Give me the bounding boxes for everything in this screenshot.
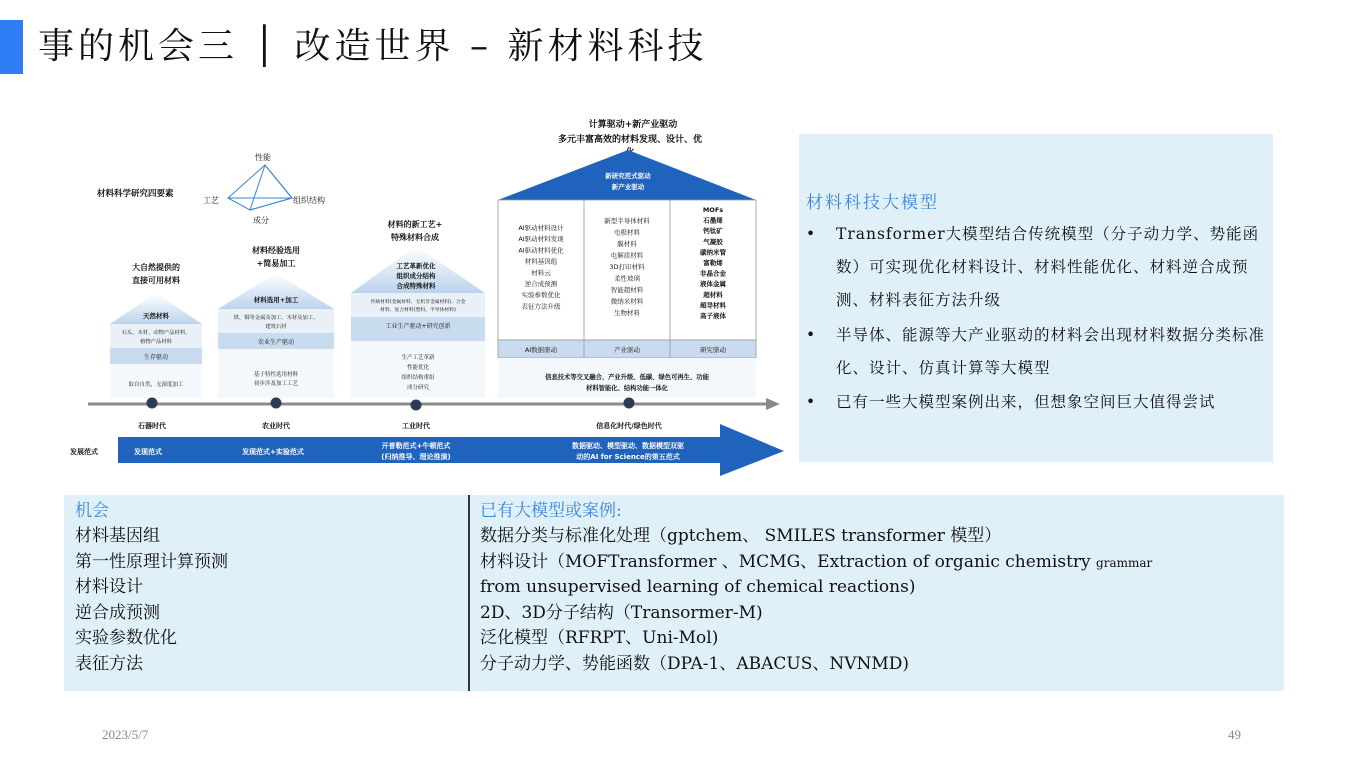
cases-heading: 已有大模型或案例:: [480, 501, 622, 521]
era4-col3-item: 液体金属: [700, 280, 726, 289]
info-bullet-3: • 已有一些大模型案例出来，但想象空间巨大值得尝试: [806, 386, 1268, 419]
table-divider: [468, 495, 470, 691]
era4-col2-item: 电极材料: [614, 228, 640, 237]
era4-name: 信息化时代/绿色时代: [596, 422, 662, 430]
svg-text:组织结构重组: 组织结构重组: [401, 375, 435, 381]
svg-text:特殊材料合成: 特殊材料合成: [391, 233, 439, 242]
info-bullet-2: • 半导体、能源等大产业驱动的材料会出现材料数据分类标准化、设计、仿真计算等大模型: [806, 319, 1268, 385]
era4-col2-item: 新型半导体材料: [604, 217, 650, 225]
svg-text:材料智能化、结构功能一体化: 材料智能化、结构功能一体化: [586, 385, 668, 392]
era4-col3-item: 气凝胶: [703, 237, 723, 246]
svg-text:植物产品材料: 植物产品材料: [140, 339, 172, 345]
era4-col3-item: MOFs: [702, 206, 724, 214]
svg-text:+简易加工: +简易加工: [256, 259, 296, 268]
era2-name: 农业时代: [262, 422, 290, 430]
era2-house: [218, 245, 334, 398]
era4-col3-item: 碳纳米管: [700, 248, 726, 257]
svg-text:工业生产驱动+研究创新: 工业生产驱动+研究创新: [385, 323, 451, 330]
case-line: 材料设计（MOFTransformer 、MCMG、Extraction of organic chemistry grammar: [480, 552, 1153, 572]
svg-text:产业驱动: 产业驱动: [614, 346, 640, 354]
era4-col1-item: 材料云: [531, 268, 551, 277]
era4-col2-item: 智能超材料: [610, 286, 644, 294]
era3-house: [351, 219, 485, 398]
title-accent-bar: [0, 20, 23, 74]
svg-text:组织成分结构: 组织成分结构: [396, 272, 436, 280]
opportunity-item: 材料基因组: [75, 526, 160, 546]
bullet-dot: •: [806, 393, 817, 411]
svg-text:建筑石材: 建筑石材: [265, 324, 287, 330]
opportunity-item: 实验参数优化: [75, 628, 177, 648]
era4-col1-item: 材料基因组: [524, 257, 558, 266]
svg-text:新产业驱动: 新产业驱动: [611, 183, 645, 191]
tetra-bottom-label: 成分: [253, 216, 269, 225]
info-heading: 材料科技大模型: [806, 193, 939, 213]
era4-col3-item: 高子液体: [700, 312, 726, 320]
era4-col1-item: AI驱动材料设计: [518, 224, 564, 232]
svg-text:发现范式: 发现范式: [134, 448, 162, 456]
footer-date: 2023/5/7: [102, 727, 149, 742]
top-title-1: 计算驱动+新产业驱动: [588, 120, 678, 130]
tetra-top-label: 性能: [255, 153, 271, 162]
svg-text:材料、复合材料(塑料、半导体材料): 材料、复合材料(塑料、半导体材料): [380, 308, 456, 313]
era4-col3-item: 非晶合金: [700, 269, 726, 278]
svg-text:材料经验选用: 材料经验选用: [252, 246, 300, 255]
tetra-right-label: 组织结构: [293, 196, 325, 205]
paradigm-row-label: 发展范式: [70, 448, 98, 456]
svg-text:新研究范式驱动: 新研究范式驱动: [605, 172, 651, 180]
svg-text:AI数据驱动: AI数据驱动: [524, 346, 558, 354]
svg-text:动的AI for Science的第五范式: 动的AI for Science的第五范式: [576, 453, 680, 461]
era4-col3: [700, 206, 727, 320]
opportunity-item: 逆合成预测: [75, 603, 160, 623]
era4-col1-item: 逆合成预测: [524, 280, 558, 288]
svg-text:性能优化: 性能优化: [406, 365, 430, 371]
svg-text:大自然提供的: 大自然提供的: [132, 263, 180, 272]
era4-col3-item: 石墨烯: [703, 216, 723, 225]
svg-text:农业生产驱动: 农业生产驱动: [257, 339, 295, 346]
opportunity-item: 第一性原理计算预测: [75, 552, 228, 572]
era4-col2-item: 电解质材料: [610, 251, 644, 260]
svg-text:传统材料(金属材料、无机非金属材料)、合金: 传统材料(金属材料、无机非金属材料)、合金: [370, 300, 466, 305]
slide-title: 事的机会三 │ 改造世界 – 新材料科技: [38, 26, 708, 67]
era4-col1-item: 表征方法升级: [521, 302, 561, 311]
era4-house: [498, 150, 756, 398]
svg-text:发现范式+实验范式: 发现范式+实验范式: [242, 448, 304, 456]
svg-text:生产工艺革新: 生产工艺革新: [401, 355, 435, 361]
svg-text:材料选用+加工: 材料选用+加工: [253, 296, 299, 304]
svg-text:信息技术等交叉融合、产业升级、低碳、绿色可再生、功能: 信息技术等交叉融合、产业升级、低碳、绿色可再生、功能: [545, 374, 709, 381]
svg-text:石头、木材、动物产品材料、: 石头、木材、动物产品材料、: [121, 330, 191, 336]
top-title-2: 多元丰富高效的材料发现、设计、优: [557, 135, 703, 145]
paradigm-arrow: [69, 424, 784, 476]
era4-col2-item: 柔性玻璃: [614, 274, 640, 283]
case-line: 分子动力学、势能函数（DPA-1、ABACUS、NVNMD): [480, 654, 910, 674]
svg-text:材料的新工艺+: 材料的新工艺+: [387, 220, 443, 229]
tetra-left-label: 工艺: [203, 196, 219, 205]
tetrahedron-figure: [228, 165, 292, 210]
materials-history-diagram: [70, 110, 790, 480]
svg-text:基于特性选用材料: 基于特性选用材料: [253, 372, 299, 378]
svg-text:铁、铜等金属及加工、木材及加工、: 铁、铜等金属及加工、木材及加工、: [233, 315, 319, 321]
opportunity-item: 材料设计: [75, 577, 143, 597]
era4-col2-item: 微纳米材料: [610, 297, 644, 306]
era4-col2-item: 膜材料: [617, 240, 637, 248]
svg-text:初步涉及加工工艺: 初步涉及加工工艺: [253, 381, 299, 387]
case-line: 2D、3D分子结构（Transormer-M): [480, 603, 763, 623]
svg-text:研究驱动: 研究驱动: [700, 346, 726, 354]
svg-text:成分研究: 成分研究: [406, 385, 430, 391]
opportunity-item: 表征方法: [75, 654, 143, 674]
svg-text:数据驱动、模型驱动、数据模型双驱: 数据驱动、模型驱动、数据模型双驱: [572, 442, 684, 450]
era4-col2-item: 3D打印材料: [609, 263, 645, 271]
svg-text:天然材料: 天然材料: [143, 312, 169, 320]
era4-col3-item: 超材料: [703, 290, 723, 299]
svg-text:生存驱动: 生存驱动: [143, 354, 169, 361]
svg-text:工艺革新优化: 工艺革新优化: [396, 262, 436, 270]
era4-col1-item: AI驱动材料优化: [518, 246, 564, 255]
timeline: [88, 398, 780, 431]
page-number: 49: [1228, 727, 1241, 742]
case-line: 泛化模型（RFRPT、Uni-Mol): [480, 628, 719, 648]
era1-house: [110, 262, 202, 398]
svg-text:合成特殊材料: 合成特殊材料: [396, 282, 436, 290]
era4-col1-item: 实验参数优化: [521, 291, 561, 300]
svg-text:(归纳推导、理论推演): (归纳推导、理论推演): [381, 453, 451, 461]
info-bullet-1: • Transformer大模型结合传统模型（分子动力学、势能函数）可实现优化材料设计、材料性能优化、材料逆合成预测、材料表征方法升级: [806, 218, 1268, 317]
era3-name: 工业时代: [402, 422, 430, 430]
four-elements-label: 材料科学研究四要素: [97, 189, 174, 199]
bullet-dot: •: [806, 225, 817, 243]
era4-col3-item: 钙钛矿: [703, 227, 723, 236]
era4-col3-item: 富勒烯: [703, 259, 723, 267]
era1-name: 石器时代: [138, 422, 166, 430]
svg-text:开普勒范式+牛顿范式: 开普勒范式+牛顿范式: [381, 442, 451, 450]
era4-col3-item: 超导材料: [700, 301, 726, 310]
svg-text:取自自然，无深度加工: 取自自然，无深度加工: [128, 382, 184, 388]
case-line: 数据分类与标准化处理（gptchem、 SMILES transformer 模型）: [480, 526, 1002, 546]
bullet-dot: •: [806, 326, 817, 344]
opportunities-heading: 机会: [75, 501, 109, 521]
case-line: from unsupervised learning of chemical reactions): [480, 577, 916, 597]
era4-col2-item: 生物材料: [614, 309, 640, 317]
era4-col1-item: AI驱动材料发现: [518, 235, 564, 244]
svg-text:直接可用材料: 直接可用材料: [132, 276, 180, 285]
